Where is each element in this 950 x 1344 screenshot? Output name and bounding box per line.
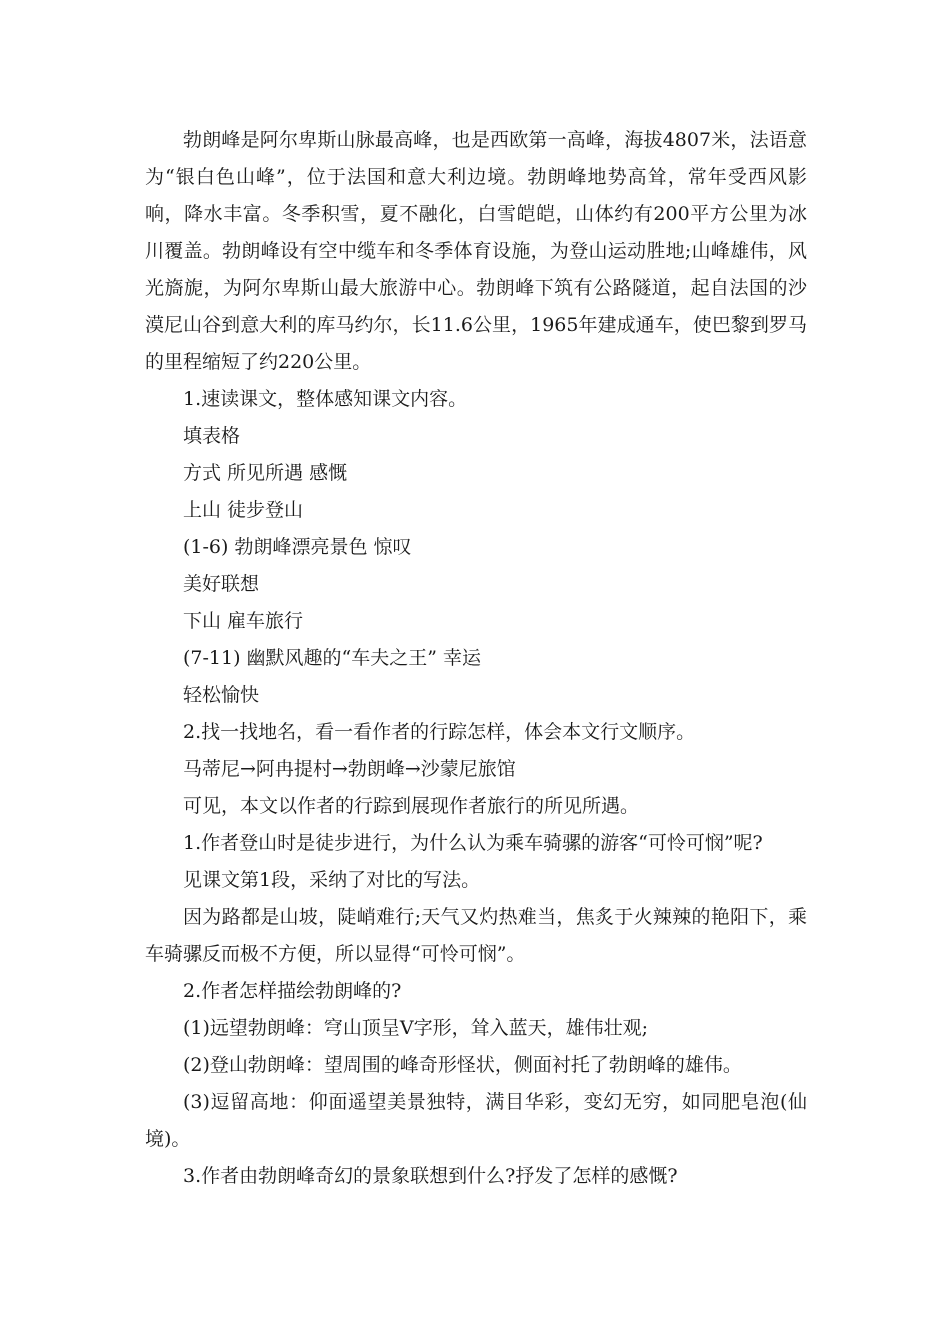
fill-table-label: 填表格 <box>183 425 241 447</box>
table-row-up-feeling: 美好联想 <box>183 573 260 595</box>
table-row-up: 上山 徒步登山 <box>183 499 304 521</box>
table-row-down-detail: (7-11) 幽默风趣的“车夫之王” 幸运 <box>183 647 482 669</box>
answer-contrast: 见课文第1段，采纳了对比的写法。 <box>183 869 481 891</box>
table-row-down: 下山 雇车旅行 <box>183 610 304 632</box>
answer-describe-1: (1)远望勃朗峰：穹山顶呈V字形，耸入蓝天，雄伟壮观; <box>183 1017 649 1039</box>
question-2-places: 2.找一找地名，看一看作者的行踪怎样，体会本文行文顺序。 <box>183 721 696 743</box>
answer-reason: 因为路都是山坡，陡峭难行;天气又灼热难当，焦炙于火辣辣的艳阳下，乘车骑骡反而极不方便，所以显得“可怜可悯”。 <box>145 906 807 965</box>
answer-describe-3: (3)逗留高地：仰面遥望美景独特，满目华彩，变幻无穷，如同肥皂泡(仙境)。 <box>145 1091 807 1150</box>
table-row-up-detail: (1-6) 勃朗峰漂亮景色 惊叹 <box>183 536 412 558</box>
question-describe: 2.作者怎样描绘勃朗峰的? <box>183 980 402 1002</box>
route-conclusion: 可见，本文以作者的行踪到展现作者旅行的所见所遇。 <box>183 795 640 817</box>
route-line: 马蒂尼→阿冉提村→勃朗峰→沙蒙尼旅馆 <box>183 758 516 780</box>
table-header: 方式 所见所遇 感慨 <box>183 462 348 484</box>
table-row-down-feeling: 轻松愉快 <box>183 684 260 706</box>
intro-paragraph: 勃朗峰是阿尔卑斯山脉最高峰，也是西欧第一高峰，海拔4807米，法语意为“银白色山峰”，位于法国和意大利边境。勃朗峰地势高耸，常年受西风影响，降水丰富。冬季积雪，夏不融化，白雪皑皑，山体约有200平方公里为冰川覆盖。勃朗峰设有空中缆车和冬季体育设施，为登山运动胜地;山峰雄伟，风光旖旎，为阿尔卑斯山最大旅游中心。勃朗峰下筑有公路隧道，起自法国的沙漠尼山谷到意大利的库马约尔，长11.6公里，1965年建成通车，使巴黎到罗马的里程缩短了约220公里。 <box>145 129 807 373</box>
document-page <box>145 122 807 1195</box>
question-associate: 3.作者由勃朗峰奇幻的景象联想到什么?抒发了怎样的感慨? <box>183 1165 678 1187</box>
question-walking: 1.作者登山时是徒步进行，为什么认为乘车骑骡的游客“可怜可悯”呢? <box>183 832 763 854</box>
answer-describe-2: (2)登山勃朗峰：望周围的峰奇形怪状，侧面衬托了勃朗峰的雄伟。 <box>183 1054 742 1076</box>
question-1-skim: 1.速读课文，整体感知课文内容。 <box>183 388 468 410</box>
